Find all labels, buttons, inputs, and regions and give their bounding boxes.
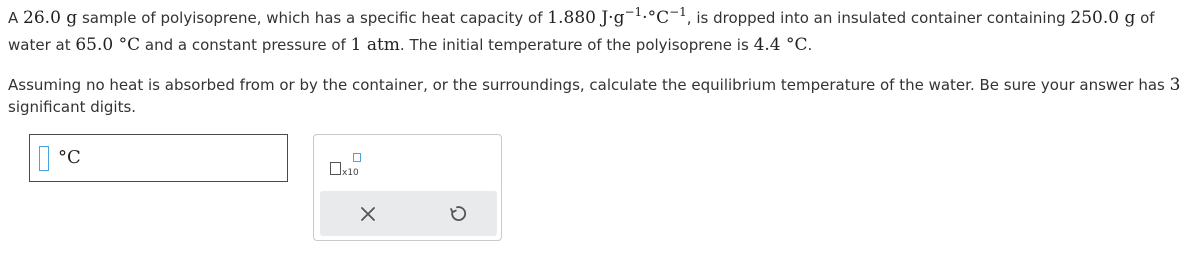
question-text xyxy=(8,74,1194,118)
initial-temperature: 4.4 °C xyxy=(753,35,808,55)
exponent: −1 xyxy=(624,5,643,19)
answer-box xyxy=(29,134,288,182)
sig-digits-count: 3 xyxy=(1169,75,1181,95)
base-placeholder-icon xyxy=(330,162,341,175)
exponent-placeholder-icon xyxy=(353,153,361,162)
answer-input[interactable] xyxy=(39,146,49,171)
close-icon xyxy=(358,204,378,224)
sci-notation-label: x10 xyxy=(342,168,359,178)
action-bar xyxy=(320,191,497,236)
scientific-notation-button[interactable] xyxy=(330,151,364,179)
water-mass: 250.0 g xyxy=(1070,8,1136,28)
problem-text: sample of polyisoprene, which has a specific heat capacity of xyxy=(77,9,548,27)
undo-button[interactable] xyxy=(448,204,468,224)
pressure-value: 1 atm xyxy=(350,35,400,55)
specific-heat-unit: ·°C xyxy=(642,8,670,28)
problem-statement xyxy=(8,5,1194,59)
problem-text: of water at xyxy=(8,9,1155,54)
exponent: −1 xyxy=(669,5,687,19)
specific-heat-value: 1.880 J·g xyxy=(547,8,625,28)
problem-text: and a constant pressure of xyxy=(140,36,351,54)
question-body: Assuming no heat is absorbed from or by the container, or the surroundings, calculate the equilibrium temperature of the water. Be sure your answer has xyxy=(8,76,1170,94)
sample-mass: 26.0 g xyxy=(23,8,78,28)
undo-icon xyxy=(448,204,468,224)
question-body: significant digits. xyxy=(8,98,137,116)
tool-panel xyxy=(313,134,502,241)
water-temperature: 65.0 °C xyxy=(75,35,141,55)
clear-button[interactable] xyxy=(358,204,378,224)
problem-text: . The initial temperature of the polyisoprene is xyxy=(399,36,754,54)
problem-text: . xyxy=(807,36,813,54)
problem-text: A xyxy=(8,9,24,27)
specific-heat xyxy=(547,5,687,28)
problem-text: , is dropped into an insulated container containing xyxy=(686,9,1071,27)
answer-unit: °C xyxy=(58,147,81,168)
